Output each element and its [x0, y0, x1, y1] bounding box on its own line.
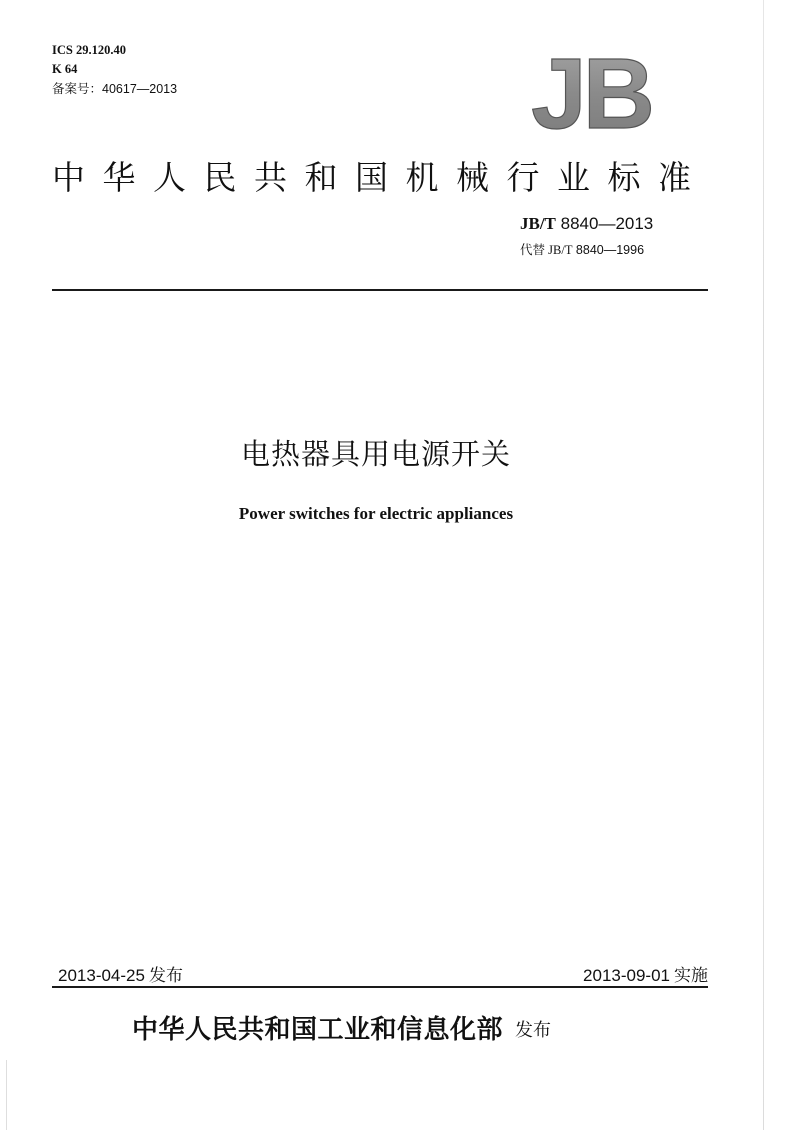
issuing-authority: [132, 1009, 551, 1046]
implementation-date-value: 2013-09-01: [583, 966, 670, 985]
issuer-action: 发布: [515, 1020, 552, 1041]
document-title-chinese: 电热器具用电源开关: [240, 437, 511, 471]
standard-number: [520, 214, 653, 234]
replaces-prefix: JB/T: [545, 243, 573, 257]
ics-code: ICS 29.120.40: [52, 43, 126, 57]
standard-category-title: 中华人民共和国机械行业标准: [52, 158, 709, 197]
scan-edge-mark: [6, 1060, 7, 1130]
scan-edge-line: [763, 0, 764, 1130]
logo-text: JB: [531, 50, 651, 134]
issuer-organization: 中华人民共和国工业和信息化部: [132, 1015, 504, 1045]
standard-prefix: JB/T: [520, 214, 556, 233]
record-label: 备案号：: [52, 81, 103, 96]
document-title-english: Power switches for electric appliances: [238, 504, 514, 523]
issue-date: [58, 961, 183, 986]
bottom-divider: [52, 986, 708, 988]
standard-number-value: 8840—2013: [555, 214, 654, 233]
replaces-label: 代替: [520, 242, 546, 257]
replaces-standard: [520, 240, 644, 258]
ccs-code: K 64: [52, 62, 78, 76]
classification-block: [52, 41, 177, 99]
issue-date-value: 2013-04-25: [58, 966, 145, 985]
record-number: [52, 79, 177, 99]
issue-date-label: 发布: [148, 966, 183, 986]
record-value: 40617—2013: [102, 82, 178, 96]
implementation-date-label: 实施: [674, 966, 708, 986]
top-divider: [52, 289, 708, 291]
jb-logo: [516, 50, 666, 134]
replaces-number: 8840—1996: [572, 243, 645, 257]
implementation-date: [583, 961, 708, 986]
